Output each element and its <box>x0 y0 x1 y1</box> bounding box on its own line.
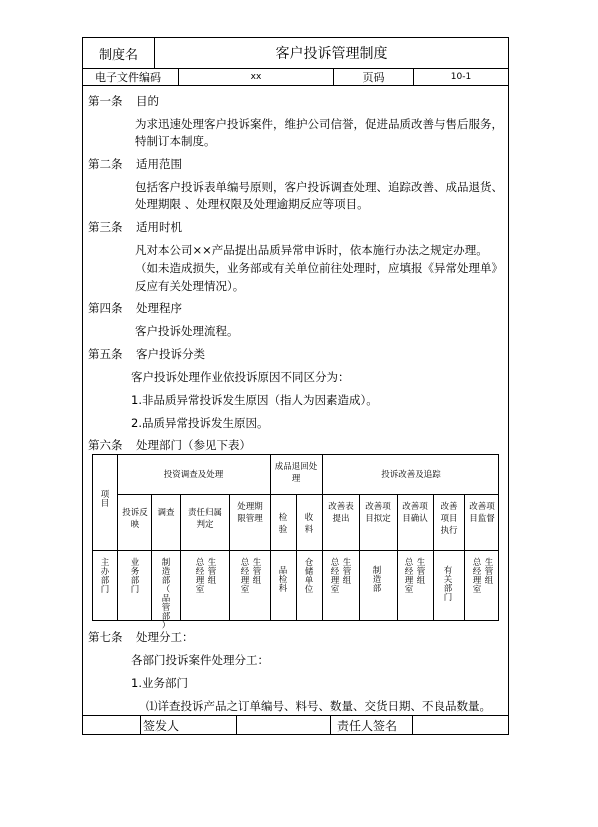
article-heading: 第五条 客户投诉分类 <box>88 347 205 361</box>
article-text: 包括客户投诉表单编号原则，客户投诉调查处理、追踪改善、成品退货、 <box>135 180 503 194</box>
table-cell: 仓 储 单 位 <box>304 558 314 595</box>
header-row-title <box>83 38 508 69</box>
label-page: 页码 <box>334 68 414 85</box>
table-group-investigation: 投资调查及处理 <box>163 470 224 480</box>
article-heading: 第四条 处理程序 <box>88 301 182 315</box>
article-text: 为求迅速处理客户投诉案件，维护公司信誉，促进品质改善与售后服务， <box>135 117 503 131</box>
table-cell: 总 经 理 室生 管 组 <box>404 558 426 595</box>
table-sub-header: 改善表提出 <box>328 502 354 524</box>
table-sub-header: 改善项目监督 <box>469 502 495 524</box>
article-text: 1.业务部门 <box>131 676 188 690</box>
table-sub-header: 处理期限管理 <box>237 502 263 524</box>
table-cell: 总 经 理 室生 管 组 <box>240 558 262 595</box>
article-text: （如未造成损失，业务部或有关单位前往处理时，应填报《异常处理单》 <box>135 261 503 275</box>
article-text: 特制订本制度。 <box>135 134 216 148</box>
article-text: 客户投诉处理作业依投诉原因不同区分为： <box>131 370 350 384</box>
label-issuer: 签发人 <box>141 716 237 734</box>
table-sub-header: 改善项目确认 <box>402 502 428 524</box>
article-heading: 第三条 适用时机 <box>88 220 182 234</box>
article-heading: 第七条 处理分工： <box>88 630 194 644</box>
table-col-item: 项 目 <box>100 490 110 509</box>
responsible-signature-value <box>413 716 508 734</box>
table-cell: 品 检 科 <box>278 566 288 594</box>
article-text: 客户投诉处理流程。 <box>135 324 239 338</box>
table-sub-header: 改善项目执行 <box>440 502 458 536</box>
table-sub-header: 责任归属判定 <box>187 508 222 530</box>
article-text: 2.品质异常投诉发生原因。 <box>131 416 269 430</box>
page-number: 10-1 <box>450 71 472 82</box>
article-text: 1.非品质异常投诉发生原因（指人为因素造成）。 <box>131 393 378 407</box>
article-text: ⑴详查投诉产品之订单编号、料号、数量、交货日期、不良品数量。 <box>146 699 491 713</box>
issuer-value <box>237 716 331 734</box>
table-cell: 总 经 理 室生 管 组 <box>472 558 494 595</box>
table-sub-header: 改善项目拟定 <box>365 502 391 524</box>
document-title: 客户投诉管理制度 <box>275 46 388 62</box>
footer-spacer <box>83 716 141 734</box>
file-code: xx <box>179 68 334 85</box>
document-form <box>82 37 509 735</box>
article-heading: 第二条 适用范围 <box>88 157 182 171</box>
label-responsible-signature: 责任人签名 <box>331 716 413 734</box>
label-file-code: 电子文件编码 <box>83 68 179 85</box>
table-cell: 制 造 部 （ 品 管 部 ） <box>161 558 171 631</box>
label-system-name: 制度名 <box>83 38 155 68</box>
table-cell: 总 经 理 室生 管 组 <box>330 558 352 595</box>
table-group-return: 成品退回处理 <box>274 462 318 484</box>
table-sub-header: 投诉反映 <box>122 508 148 530</box>
footer-row <box>83 715 508 734</box>
table-cell: 有 关 部 门 <box>443 566 453 603</box>
table-cell: 业 务 部 门 <box>130 558 140 595</box>
document-body <box>83 85 508 718</box>
table-group-improvement: 投诉改善及追踪 <box>381 470 441 480</box>
department-table <box>92 454 499 631</box>
article-text: 各部门投诉案件处理分工： <box>131 653 269 667</box>
article-text: 凡对本公司××产品提出品质异常申诉时，依本施行办法之规定办理。 <box>135 243 488 257</box>
table-row-label: 主 办 部 门 <box>100 558 110 595</box>
table-sub-header: 调查 <box>157 508 175 518</box>
article-heading: 第六条 处理部门（参见下表） <box>88 438 251 452</box>
table-sub-header: 检验 <box>278 513 288 535</box>
table-cell: 制 造 部 <box>372 566 382 594</box>
table-sub-header: 收料 <box>304 513 314 535</box>
article-heading: 第一条 目的 <box>88 94 159 108</box>
article-text: 反应有关处理情况）。 <box>135 279 245 293</box>
table-cell: 总 经 理 室生 管 组 <box>195 558 217 595</box>
header-row-code <box>83 68 508 86</box>
article-text: 处理期限 、处理权限及处理逾期反应等项目。 <box>135 197 369 211</box>
